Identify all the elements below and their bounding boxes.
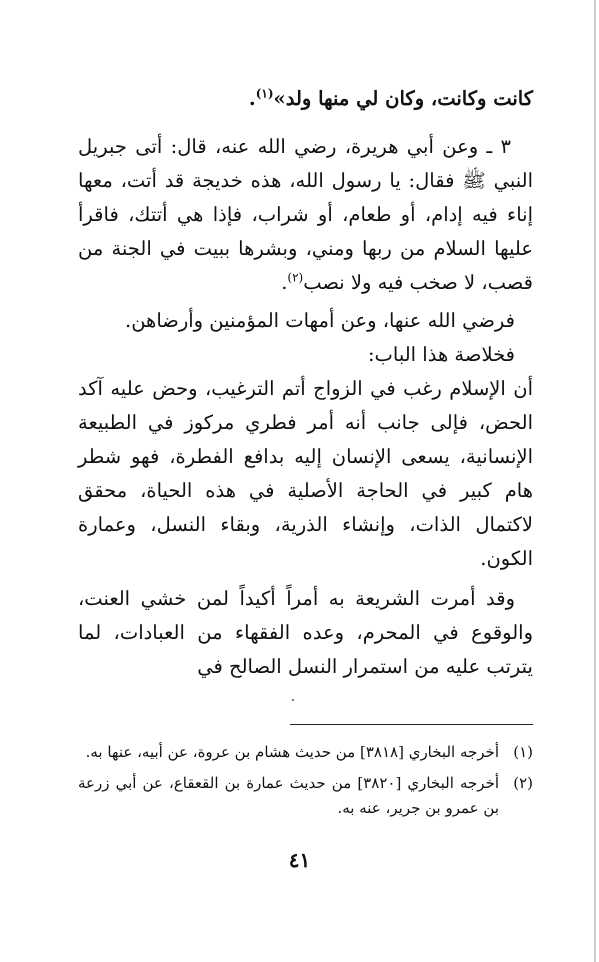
hadith-paragraph-block (78, 130, 533, 684)
footnote-ref-1[interactable]: (١) (255, 86, 274, 101)
opening-line (78, 82, 533, 116)
hadith-paragraph-end: . (281, 271, 288, 294)
opening-line-end: . (248, 87, 256, 110)
ink-dot (292, 699, 294, 701)
footnote-separator (290, 724, 533, 725)
page-edge (594, 0, 596, 962)
hadith-paragraph-text: ٣ ـ وعن أبي هريرة، رضي الله عنه، قال: أتى جبريل النبي ﷺ فقال: يا رسول الله، هذه خديجة قد أتت، معها إناء فيه إدام، أو طعام، أو شراب، فإذا هي أتتك، فاقرأ عليها السلام من ربها ومني، وبشرها ببيت في الجنة من قصب، لا صخب فيه ولا نصب (78, 135, 533, 294)
radiya-paragraph: فرضي الله عنها، وعن أمهات المؤمنين وأرضاهن. (125, 309, 515, 332)
opening-line-text: كانت وكانت، وكان لي منها ولد» (273, 87, 533, 110)
hadith-paragraph (78, 130, 533, 300)
footnote-2 (78, 771, 533, 821)
footnote-1 (78, 740, 533, 765)
footnote-ref-2[interactable]: (٢) (287, 270, 304, 285)
footnote-text: أخرجه البخاري [٣٨٢٠] من حديث عمارة بن القعقاع، عن أبي زرعة بن عمرو بن جرير، عنه به. (78, 774, 500, 817)
footnote-number: (١) (513, 743, 533, 761)
shariah-paragraph: وقد أمرت الشريعة به أمراً أكيداً لمن خشي العنت، والوقوع في المحرم، وعده الفقهاء من العبادات، لما يترتب عليه من استمرار النسل الصالح في (78, 587, 533, 678)
main-text (78, 82, 533, 116)
summary-heading: فخلاصة هذا الباب: (367, 343, 515, 366)
page-number: ٤١ (288, 848, 311, 872)
footnote-text: أخرجه البخاري [٣٨١٨] من حديث هشام بن عروة، عن أبيه، عنها به. (85, 743, 499, 761)
islam-paragraph: أن الإسلام رغب في الزواج أتم الترغيب، وحض عليه آكد الحض، فإلى جانب أنه أمر فطري مركوز في الطبيعة الإنسانية، يسعى الإنسان إليه بدافع الفطرة، فهو شطر هام كبير في الحاجة الأصلية في هذه الحياة، محقق لاكتمال الذات، وإنشاء الذرية، وبقاء النسل، وعمارة الكون. (78, 377, 533, 570)
footnotes (78, 740, 533, 827)
footnote-number: (٢) (513, 774, 533, 792)
